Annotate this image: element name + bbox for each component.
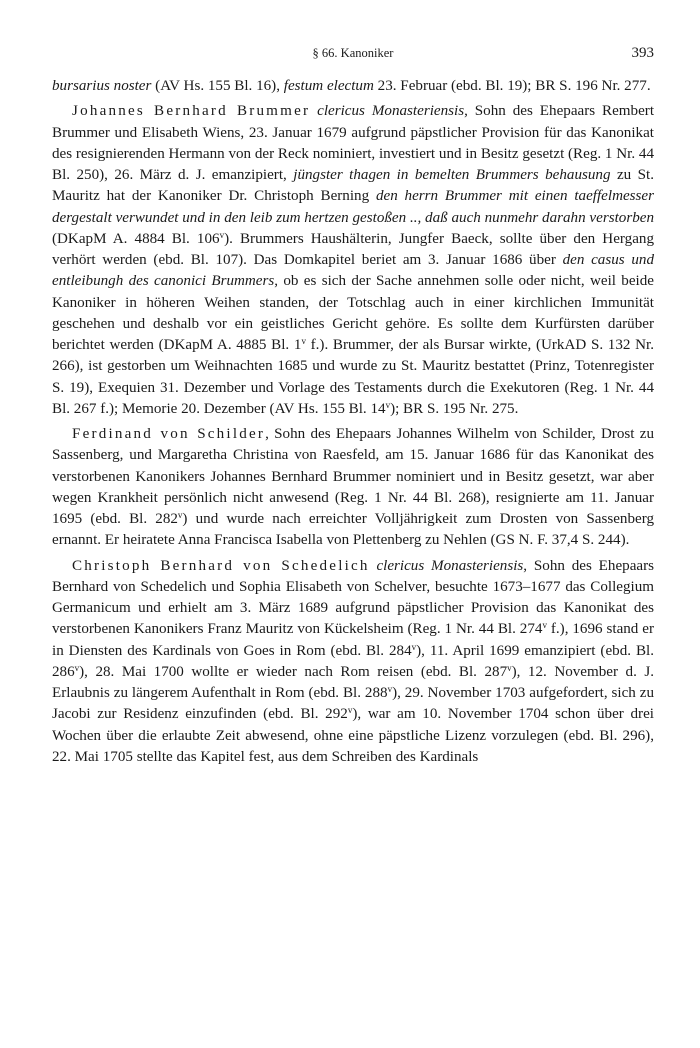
text-run: ), 12. November d. J. Erlaubnis zu längerem Aufenthalt in Rom (ebd. Bl. 288 <box>52 663 655 701</box>
paragraph-brummer-entry <box>52 101 654 420</box>
text-run: ), 29. November 1703 aufgefordert, sich zu Jacobi zur Residenz einzufinden (ebd. Bl. 292 <box>52 685 654 723</box>
verso-mark: v <box>301 336 306 346</box>
verso-mark: v <box>347 705 353 716</box>
text-run: 23. Februar (ebd. Bl. 19); BR S. 196 Nr. 277. <box>373 78 651 94</box>
verso-mark: v <box>542 620 547 631</box>
text-run: , Sohn des Ehepaars Rembert Brummer und Elisabeth Wiens, 23. Januar 1679 aufgrund päpstlicher Provision für das Kanonikat des resignierenden Hermann von der Reck nominiert, investiert und in Besitz gesetzt (Reg. 1 Nr. 44 Bl. 250), 26. März d. J. emanzipiert, <box>52 103 655 183</box>
text-run: ) und wurde nach erreichter Volljährigkeit zum Drosten von Sassenberg ernannt. Er heiratete Anna Francisca Isabella von Plettenberg zu Nehlen (GS N. F. 37,4 S. 244). <box>52 511 654 549</box>
text-run: , Sohn des Ehepaars Bernhard von Schedelich und Sophia Elisabeth von Schelver, besuchte 1673–1677 das Collegium Germanicum und erhielt am 3. März 1689 aufgrund päpstlicher Provision das Kanonikat des verstorbenen Kanonikers Franz Mauritz von Kückelsheim (Reg. 1 Nr. 44 Bl. 274 <box>52 557 654 638</box>
verso-mark: v <box>411 641 417 652</box>
text-run: ), war am 10. November 1704 schon über drei Wochen über die erlaubte Zeit abwesend, ohne eine päpstliche Lizenz vorzulegen (ebd. Bl. 296), 22. Mai 1705 stellte das Kapitel fest, aus dem Schreiben des Kardinals <box>52 706 654 765</box>
paragraph-schedelich-entry <box>52 556 654 769</box>
running-head <box>52 44 654 66</box>
italic-run: den herrn Brummer mit einen taeffelmesser dergestalt verwundet und in den leib zum hertzen gestoßen .., daß auch nunmehr darahn verstorben <box>52 188 654 226</box>
verso-mark: v <box>74 662 80 673</box>
page-number: 393 <box>631 45 654 61</box>
verso-mark: v <box>177 510 183 520</box>
text-run: ). Brummers Haushälterin, Jungfer Baeck, sollte über den Hergang verhört werden (ebd. Bl. 107). Das Domkapitel beriet am 3. Januar 1686 über <box>52 230 654 268</box>
body-text <box>52 76 654 768</box>
text-run: ), 11. April 1699 emanzipiert (ebd. Bl. 286 <box>52 642 655 680</box>
entry-name: Johannes Bernhard Brummer <box>72 103 311 120</box>
text-run: f.). Brummer, der als Bursar wirkte, (UrkAD S. 132 Nr. 266), ist gestorben um Weihnachten 1685 und wurde zu St. Mauritz bestattet (Prinz, Totenregister S. 19), Exequien 31. Dezember und Vorlage des Testaments durch die Exekutoren (Reg. 1 Nr. 44 Bl. 267 f.); Memorie 20. Dezember (AV Hs. 155 Bl. 14 <box>52 337 654 417</box>
italic-run: clericus Monasteriensis <box>317 103 465 120</box>
text-run: (AV Hs. 155 Bl. 16), <box>151 78 284 94</box>
verso-mark: v <box>219 229 225 240</box>
verso-mark: v <box>387 684 393 694</box>
italic-run: den casus und entleibungh des canonici Brummers <box>52 252 654 290</box>
running-title: § 66. Kanoniker <box>312 46 394 60</box>
paragraph-schilder-entry <box>52 424 654 552</box>
italic-run: festum electum <box>283 78 374 94</box>
text-run: f.), 1696 stand er in Diensten des Kardinals von Goes in Rom (ebd. Bl. 284 <box>52 621 655 659</box>
text-run: (DKapM A. 4884 Bl. 106 <box>52 230 220 247</box>
text-run: ), 28. Mai 1700 wollte er wieder nach Rom reisen (ebd. Bl. 287 <box>79 663 508 680</box>
italic-run: bursarius noster <box>52 78 152 94</box>
entry-name: Christoph Bernhard von Schedelich <box>72 557 370 574</box>
entry-name: Ferdinand von Schilder <box>72 426 266 442</box>
text-run: , ob es sich der Sache annehmen solle oder nicht, weil beide Kanoniker in höheren Weihen standen, der Totschlag auch in einer kirchlichen Immunität geschehen und deshalb vor ein geistliches Gericht gehöre. Es sollte dem Kurfürsten darüber berichtet werden (DKapM A. 4885 Bl. 1 <box>52 273 654 353</box>
italic-run: jüngster thagen in bemelten Brummers behausung <box>293 167 611 183</box>
text-run: ); BR S. 195 Nr. 275. <box>390 400 519 417</box>
verso-mark: v <box>507 662 512 673</box>
verso-mark: v <box>385 399 391 410</box>
book-page <box>52 44 654 772</box>
italic-run: clericus Monasteriensis <box>376 557 524 574</box>
text-run: , Sohn des Ehepaars Johannes Wilhelm von Schilder, Drost zu Sassenberg, und Margaretha Christina von Raesfeld, am 15. Januar 1686 für das Kanonikat des verstorbenen Kanonikers Johannes Bernhard Brummer nominiert und in Besitz gesetzt, war aber wegen Krankheit persönlich nicht anwesend (Reg. 1 Nr. 44 Bl. 268), resignierte am 11. Januar 1695 (ebd. Bl. 282 <box>52 426 655 527</box>
paragraph-bursarius-entry <box>52 76 654 97</box>
text-run: zu St. Mauritz hat der Kanoniker Dr. Christoph Berning <box>52 167 655 205</box>
